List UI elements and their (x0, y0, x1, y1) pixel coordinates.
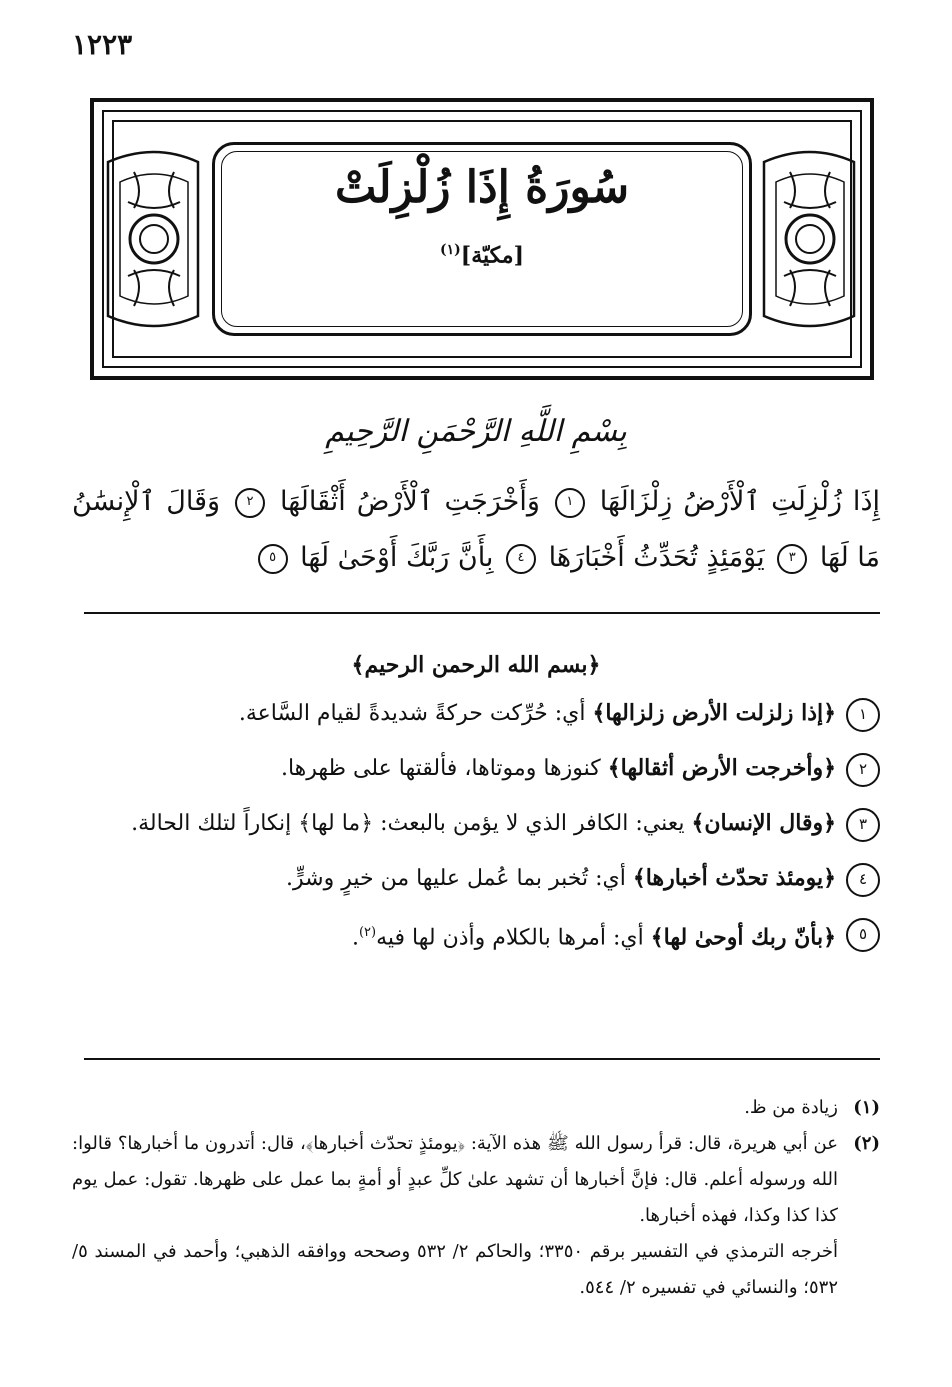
footnote (72, 1090, 880, 1126)
basmala-calligraphy: بِسْمِ اللَّهِ الرَّحْمَنِ الرَّحِيمِ (325, 414, 627, 449)
verse-number-marker: ٤ (846, 863, 880, 897)
footnote-source: أخرجه الترمذي في التفسير برقم ٣٣٥٠؛ والحاكم ٢/ ٥٣٢ وصححه ووافقه الذهبي؛ وأحمد في المسند ٥/ ٥٣٢؛ والنسائي في تفسيره ٢/ ٥٤٤. (72, 1241, 838, 1298)
verse-number-marker: ٥ (846, 918, 880, 952)
verse-number-marker: ٤ (506, 544, 536, 574)
commentary-text: كنوزها وموتاها، فألقتها على ظهرها. (280, 756, 608, 781)
surah-type (94, 242, 870, 268)
verse-number-marker: ٢ (235, 488, 265, 518)
commentary-section (72, 652, 880, 971)
commentary-entry (72, 692, 880, 735)
verse-quote: ﴿إذا زلزلت الأرض زلزالها﴾ (592, 700, 836, 726)
verse-number-marker: ٣ (777, 544, 807, 574)
footnote-ref: (٢) (358, 925, 377, 940)
footnote-divider (84, 1058, 880, 1060)
footnote-text: عن أبي هريرة، قال: قرأ رسول الله ﷺ هذه الآية: ﴿يومئذٍ تحدّث أخبارها﴾، قال: أتدرون ما أخبارها؟ قالوا: الله ورسوله أعلم. قال: فإنَّ أخبارها أن تشهد علىٰ كلِّ عبدٍ أو أمةٍ بما عمل على ظهرها. تقول: عمل يوم كذا كذا وكذا، فهذه أخبارها. (72, 1133, 838, 1226)
verse-text: يَوْمَئِذٍ تُحَدِّثُ أَخْبَارَهَا (548, 542, 765, 573)
commentary-end: . (351, 925, 359, 951)
verse-number-marker: ٢ (846, 753, 880, 787)
commentary-entry (72, 857, 880, 900)
footnotes-section (72, 1090, 880, 1306)
verse-number-marker: ٣ (846, 808, 880, 842)
commentary-entry (72, 912, 880, 959)
page-number: ١٢٢٣ (72, 28, 133, 61)
commentary-entry (72, 802, 880, 845)
verse-quote: ﴿وقال الإنسان﴾ (691, 810, 836, 836)
footnote (72, 1126, 880, 1306)
commentary-text: يعني: الكافر الذي لا يؤمن بالبعث: ﴿ما لها﴾ إنكاراً لتلك الحالة. (131, 811, 692, 836)
verse-quote: ﴿بأنّ ربك أوحىٰ لها﴾ (650, 924, 836, 951)
verse-text: وَأَخْرَجَتِ ٱلْأَرْضُ أَثْقَالَهَا (279, 486, 540, 517)
surah-type-label: [مكيّة] (460, 242, 524, 269)
surah-header-frame (90, 98, 874, 380)
commentary-text: أي: تُخبر بما عُمل عليها من خيرٍ وشرٍّ. (286, 866, 633, 891)
commentary-basmala: ﴿بسم الله الرحمن الرحيم﴾ (351, 652, 601, 678)
surah-type-footnote-ref: (١) (440, 242, 461, 258)
verse-quote: ﴿وأخرجت الأرض أثقالها﴾ (607, 755, 836, 781)
commentary-text: أي: أمرها بالكلام وأذن لها فيه (376, 925, 651, 951)
quran-verses (72, 474, 880, 586)
footnote-number: (١) (853, 1097, 880, 1118)
verse-number-marker: ١ (846, 698, 880, 732)
footnote-text: زيادة من ظ. (744, 1097, 838, 1118)
verse-text: بِأَنَّ رَبَّكَ أَوْحَىٰ لَهَا (300, 542, 494, 573)
verse-quote: ﴿يومئذ تحدّث أخبارها﴾ (632, 865, 836, 891)
commentary-text: أي: حُرِّكت حركةً شديدةً لقيام السَّاعة. (238, 701, 593, 726)
verse-text: إِذَا زُلْزِلَتِ ٱلْأَرْضُ زِلْزَالَهَا (599, 486, 880, 517)
verse-number-marker: ١ (555, 488, 585, 518)
commentary-entry (72, 747, 880, 790)
surah-title: سُورَةُ إِذَا زُلْزِلَتْ (334, 162, 630, 213)
footnote-number: (٢) (853, 1133, 880, 1154)
divider-line (84, 612, 880, 614)
verse-number-marker: ٥ (258, 544, 288, 574)
verse-text: وَقَالَ ٱلْإِنسَٰنُ مَا لَهَا (72, 486, 880, 573)
